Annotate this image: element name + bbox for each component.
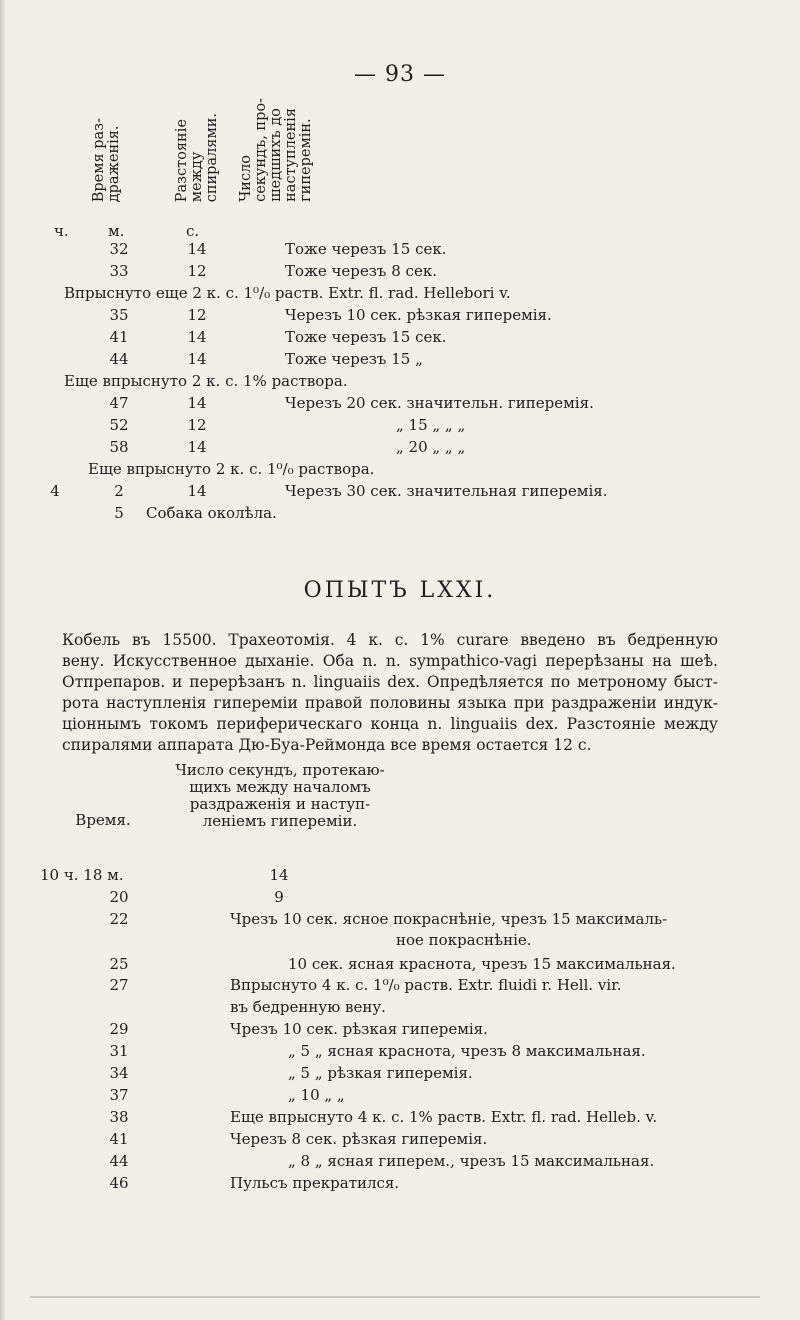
paragraph-line: Кобель въ 15500. Трахеотомія. 4 к. с. 1% curare введено въ бедренную (62, 631, 718, 649)
unit-second: с. (186, 222, 200, 240)
paragraph-line: рота наступленія гипереміи правой половины языка при раздраженіи индук- (62, 694, 718, 712)
cell-note: „ 8 „ ясная гиперем., чрезъ 15 максимальная. (288, 1152, 655, 1170)
cell-time: 25 (109, 955, 129, 973)
cell-time: 46 (109, 1174, 129, 1192)
cell-seconds: 14 (269, 866, 289, 884)
paragraph-line: ціоннымъ токомъ периферическаго конца n. linguaiis dex. Разстояніе между (62, 715, 718, 733)
cell-minute: 32 (109, 240, 129, 258)
cell-second: 12 (187, 416, 207, 434)
cell-note: ное покраснѣніе. (396, 931, 532, 949)
cell-minute: 44 (109, 350, 129, 368)
cell-minute: 33 (109, 262, 129, 280)
header-seconds-between (170, 762, 390, 830)
cell-time: 27 (109, 976, 129, 994)
header-line: гиперемін. (297, 118, 314, 202)
header-line: наступленія (282, 108, 299, 202)
cell-minute: 52 (109, 416, 129, 434)
cell-full-line: Еще впрыснуто 2 к. с. 1⁰/₀ раствора. (88, 460, 375, 478)
header-time: Время. (75, 811, 131, 829)
paragraph-line: вену. Искусственное дыханіе. Оба n. n. sympathico-vagi перерѣзаны на шеѣ. (62, 652, 718, 670)
cell-note: Впрыснуто 4 к. с. 1⁰/₀ раств. Extr. fluidi r. Hell. vir. (230, 976, 622, 994)
experiment-title: ОПЫТЪ LXXI. (303, 578, 497, 603)
cell-minute: 58 (109, 438, 129, 456)
page-number: — 93 — (354, 62, 446, 87)
cell-note: Чрезъ 10 сек. ясное покраснѣніе, чрезъ 15 максималь- (230, 910, 668, 928)
header-line: спиралями. (203, 112, 220, 202)
scan-edge-shadow (0, 0, 6, 1320)
header-line: щихъ между началомъ (189, 778, 371, 796)
paragraph-line: спиралями аппарата Дю-Буа-Реймонда все время остается 12 с. (62, 736, 592, 754)
cell-time: 34 (109, 1064, 129, 1082)
header-line: Число секундъ, протекаю- (175, 761, 385, 779)
cell-note: „ 5 „ ясная краснота, чрезъ 8 максимальная. (288, 1042, 646, 1060)
cell-time: 31 (109, 1042, 129, 1060)
cell-note: Тоже черезъ 15 „ (285, 350, 423, 368)
cell-time: 10 ч. 18 м. (40, 866, 124, 884)
cell-note: Тоже черезъ 8 сек. (285, 262, 437, 280)
cell-second: 12 (187, 306, 207, 324)
header-line: леніемъ гипереміи. (202, 812, 358, 830)
header-irritation-time (72, 82, 142, 202)
cell-note: Чрезъ 10 сек. рѣзкая гиперемія. (230, 1020, 488, 1038)
cell-note: Тоже черезъ 15 сек. (285, 240, 447, 258)
cell-time: 41 (109, 1130, 129, 1148)
header-line: между (188, 151, 205, 202)
cell-time: 20 (109, 888, 129, 906)
table-row (64, 372, 348, 390)
header-line: Число (237, 155, 254, 202)
cell-full-line: Еще впрыснуто 2 к. с. 1% раствора. (64, 372, 348, 390)
unit-minute: м. (108, 222, 125, 240)
experiment-description (62, 630, 718, 756)
cell-time: 22 (109, 910, 129, 928)
header-line: шедшихъ до (267, 108, 284, 202)
cell-minute: 2 (114, 482, 124, 500)
cell-seconds: 9 (274, 888, 284, 906)
cell-note: Тоже черезъ 15 сек. (285, 328, 447, 346)
cell-note: Собака околѣла. (146, 504, 277, 522)
paragraph-line: Отпрепаров. и перерѣзанъ n. linguaiis dex. Опредѣляется по метроному быст- (62, 673, 718, 691)
cell-note: „ 5 „ рѣзкая гиперемія. (288, 1064, 473, 1082)
page-bottom-edge (30, 1296, 760, 1298)
cell-note: Черезъ 10 сек. рѣзкая гиперемія. (285, 306, 552, 324)
header-seconds-to-hyperemia (230, 82, 322, 202)
cell-full-line: Впрыснуто еще 2 к. с. 1⁰/₀ раств. Extr. fl. rad. Hellebori v. (64, 284, 511, 302)
header-spiral-distance (166, 82, 228, 202)
cell-note: 10 сек. ясная краснота, чрезъ 15 максимальная. (288, 955, 676, 973)
cell-minute: 41 (109, 328, 129, 346)
header-line: Разстояніе (173, 118, 190, 202)
cell-time: 44 (109, 1152, 129, 1170)
cell-second: 14 (187, 482, 207, 500)
cell-minute: 5 (114, 504, 124, 522)
cell-second: 12 (187, 262, 207, 280)
cell-second: 14 (187, 394, 207, 412)
header-line: драженія. (106, 125, 122, 202)
table-row (88, 460, 374, 478)
cell-note: „ 15 „ „ „ (396, 416, 466, 434)
cell-second: 14 (187, 240, 207, 258)
cell-note: „ 10 „ „ (288, 1086, 345, 1104)
cell-second: 14 (187, 438, 207, 456)
cell-minute: 47 (109, 394, 129, 412)
header-line: Время раз- (91, 117, 107, 202)
cell-second: 14 (187, 350, 207, 368)
cell-note: Пульсъ прекратился. (230, 1174, 400, 1192)
header-line: секундъ, про- (252, 98, 269, 202)
cell-time: 37 (109, 1086, 129, 1104)
cell-note: „ 20 „ „ „ (396, 438, 466, 456)
table-row (64, 284, 511, 302)
header-line: раздраженія и наступ- (189, 795, 371, 813)
unit-hour: ч. (54, 222, 69, 240)
cell-hour: 4 (50, 482, 60, 500)
cell-second: 14 (187, 328, 207, 346)
cell-note: Черезъ 20 сек. значительн. гиперемія. (285, 394, 594, 412)
cell-time: 38 (109, 1108, 129, 1126)
cell-note: Еще впрыснуто 4 к. с. 1% раств. Extr. fl. rad. Helleb. v. (230, 1108, 658, 1126)
cell-minute: 35 (109, 306, 129, 324)
cell-time: 29 (109, 1020, 129, 1038)
cell-note: въ бедренную вену. (230, 998, 386, 1016)
cell-note: Черезъ 30 сек. значительная гиперемія. (285, 482, 608, 500)
cell-note: Черезъ 8 сек. рѣзкая гиперемія. (230, 1130, 488, 1148)
